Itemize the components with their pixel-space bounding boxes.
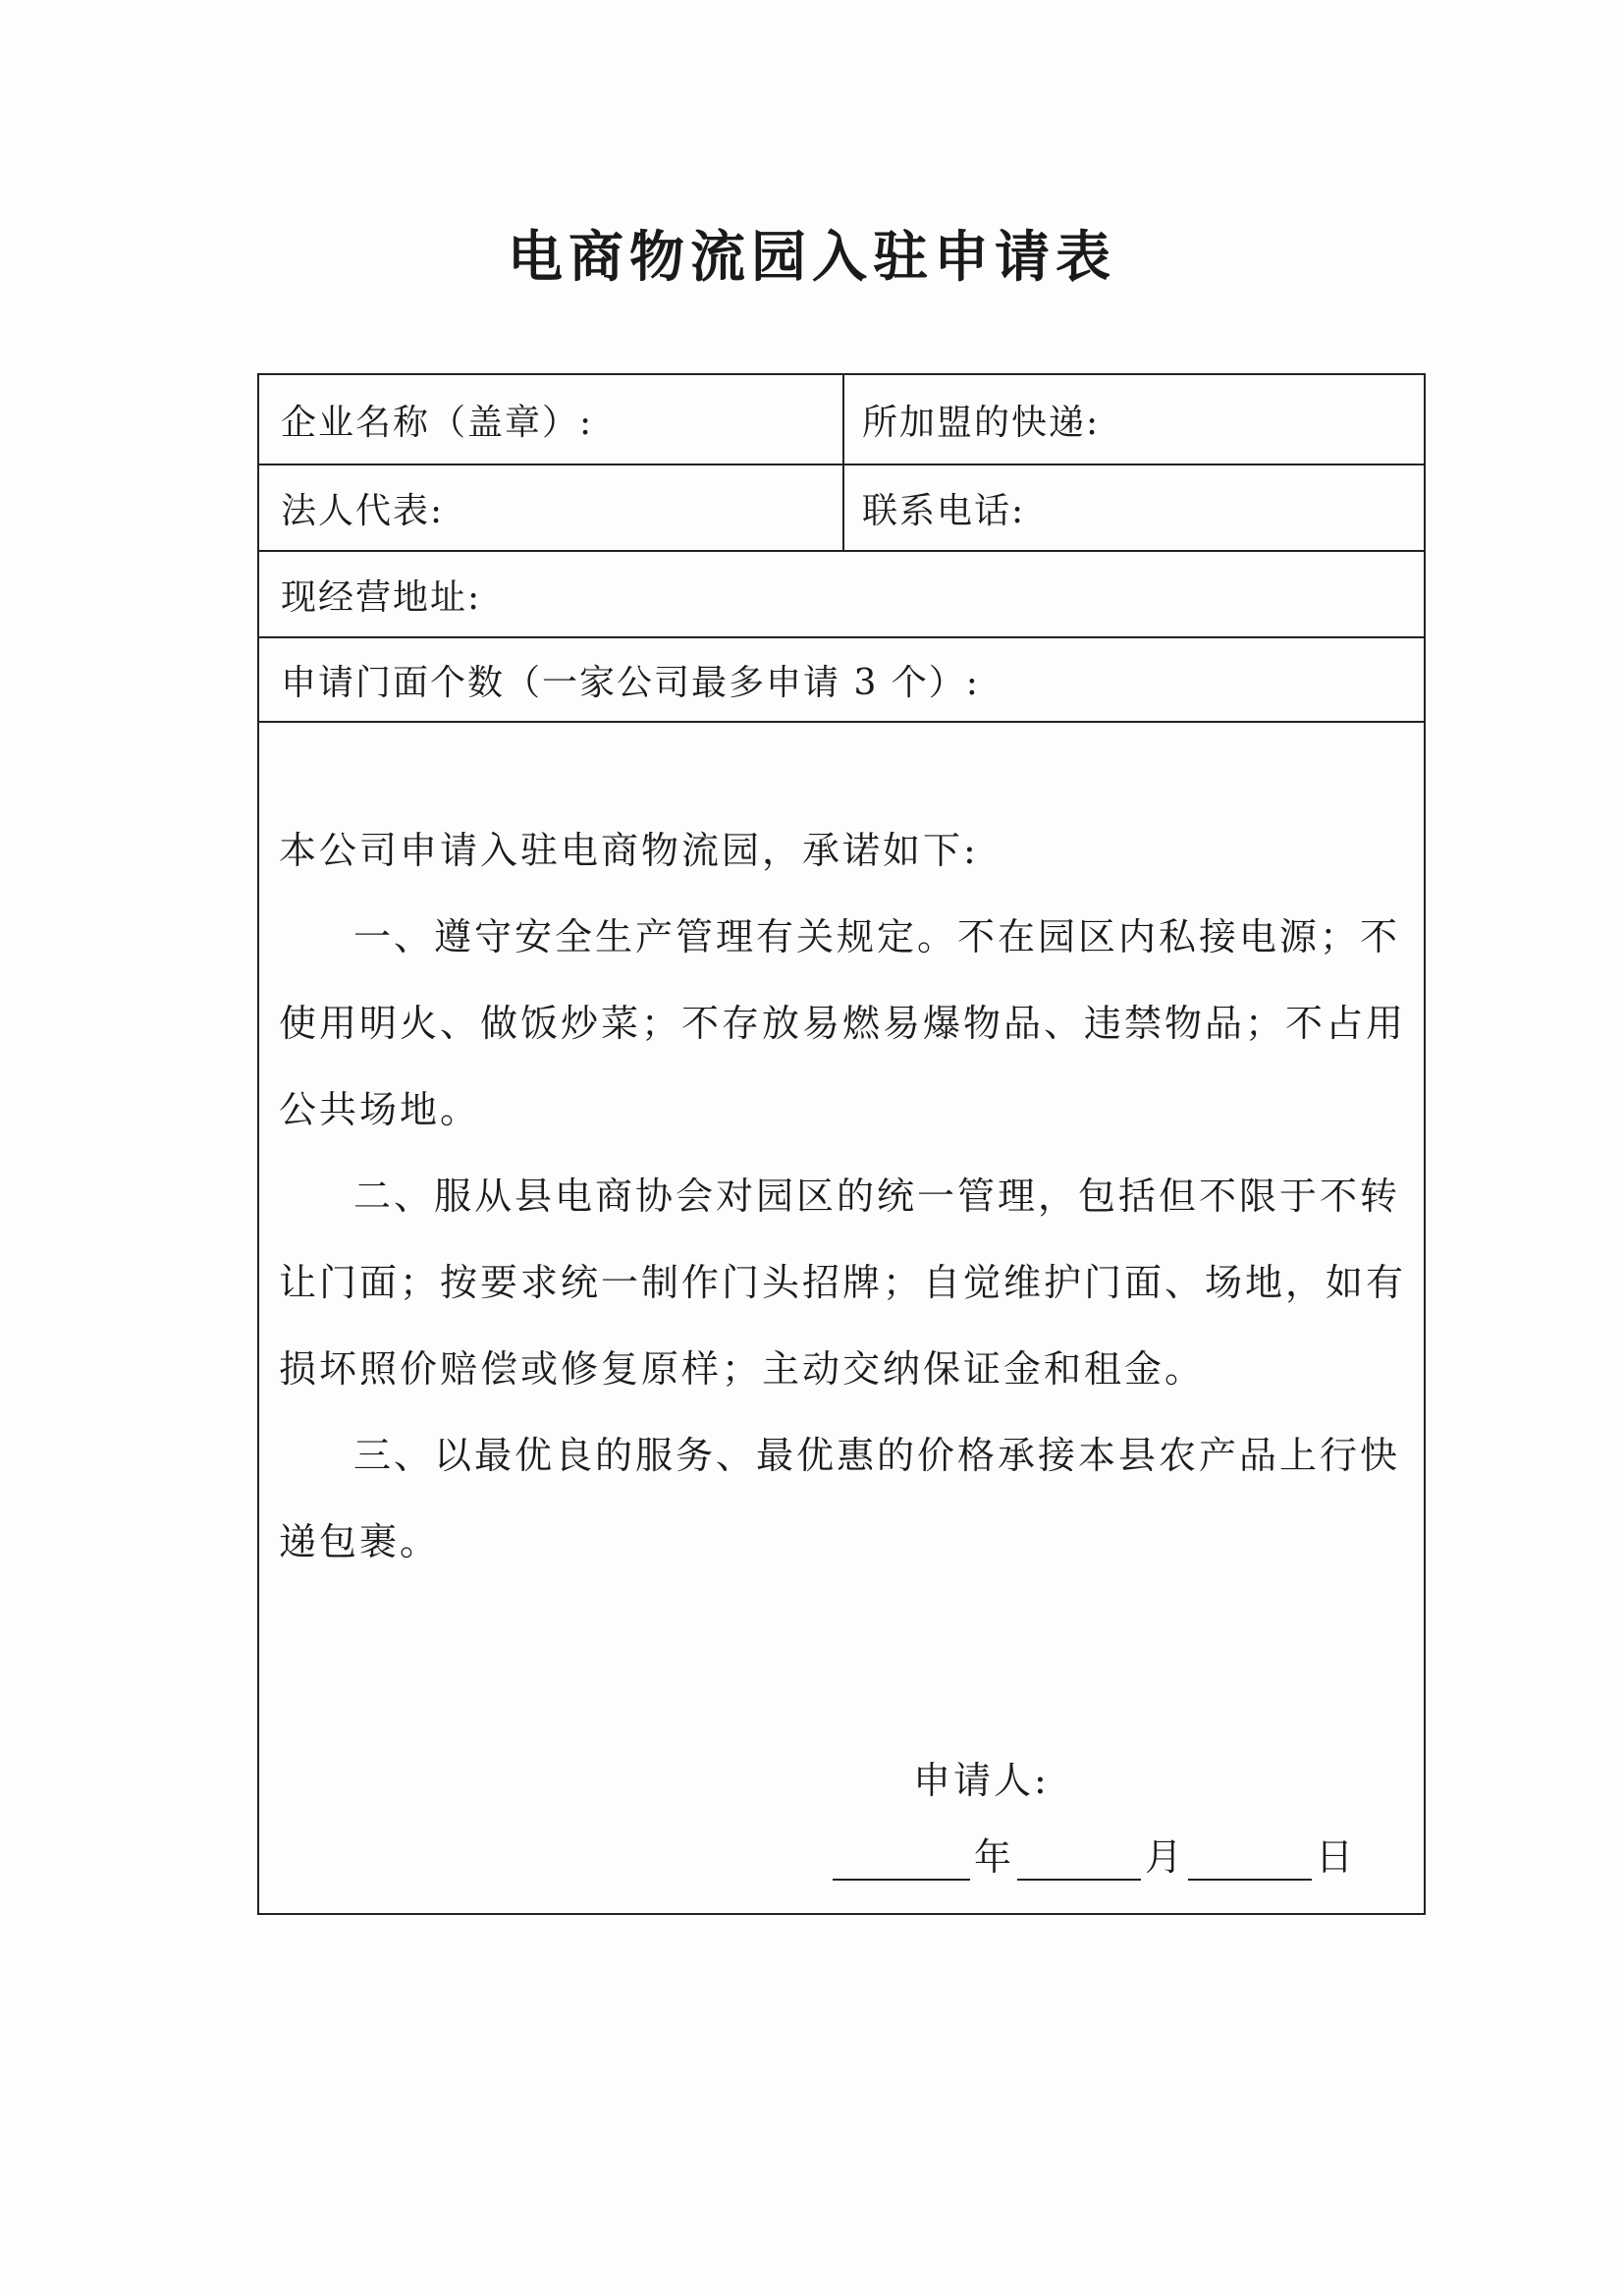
form-row-company bbox=[259, 375, 1424, 465]
phone-field: 联系电话: bbox=[862, 490, 1026, 531]
commitment-clause-1: 一、遵守安全生产管理有关规定。不在园区内私接电源；不使用明火、做饭炒菜；不存放易燃易爆物品、违禁物品；不占用公共场地。 bbox=[279, 915, 1407, 1131]
month-label: 月 bbox=[1145, 1835, 1185, 1879]
legal-rep-field: 法人代表: bbox=[259, 465, 844, 550]
day-label: 日 bbox=[1316, 1835, 1356, 1879]
year-blank bbox=[833, 1839, 970, 1881]
day-blank bbox=[1188, 1839, 1312, 1881]
commitment-clause-3: 三、以最优良的服务、最优惠的价格承接本县农产品上行快递包裹。 bbox=[279, 1434, 1401, 1563]
month-blank bbox=[1017, 1839, 1141, 1881]
document-title: 电商物流园入驻申请表 bbox=[508, 225, 1116, 290]
applicant-signature-label: 申请人: bbox=[913, 1759, 1050, 1802]
commitment-clause-2: 二、服从县电商协会对园区的统一管理，包括但不限于不转让门面；按要求统一制作门头招牌；自觉维护门面、场地，如有损坏照价赔偿或修复原样；主动交纳保证金和租金。 bbox=[279, 1175, 1407, 1391]
year-label: 年 bbox=[974, 1835, 1014, 1879]
commitment-intro: 本公司申请入驻电商物流园，承诺如下: bbox=[279, 829, 979, 872]
address-field: 现经营地址: bbox=[281, 576, 482, 618]
company-name-field: 企业名称（盖章）: bbox=[259, 375, 844, 464]
form-row-storefront bbox=[259, 638, 1424, 723]
courier-field: 所加盟的快递: bbox=[862, 402, 1101, 443]
commitment-section bbox=[279, 807, 1408, 1585]
storefront-count-field: 申请门面个数（一家公司最多申请 3 个）: bbox=[281, 662, 980, 703]
form-row-address bbox=[259, 552, 1424, 638]
form-row-contact bbox=[259, 465, 1424, 552]
application-form-table bbox=[257, 373, 1426, 1915]
date-line bbox=[829, 1827, 1355, 1881]
